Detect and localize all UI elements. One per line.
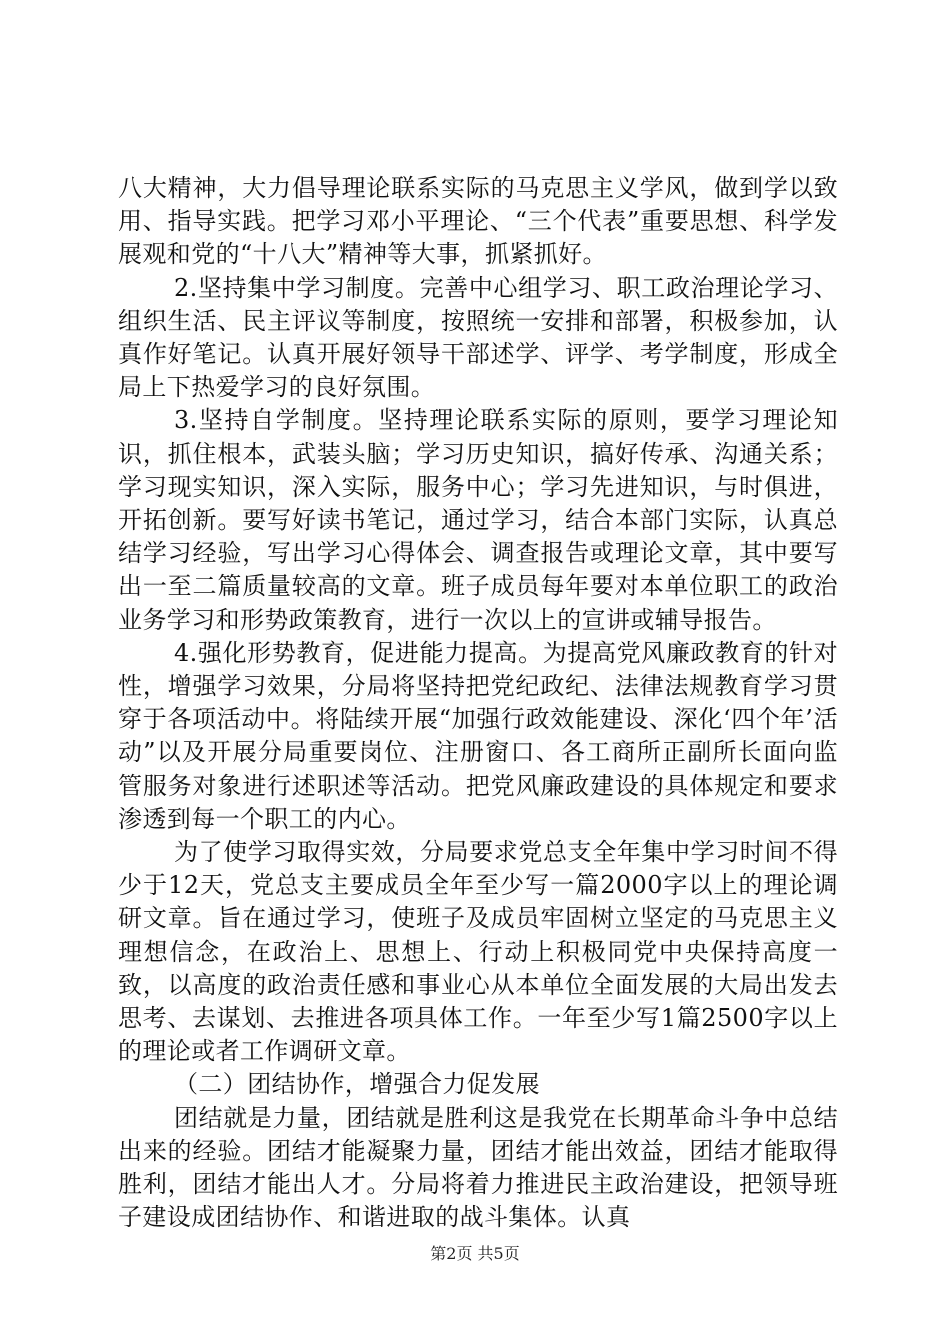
paragraph-item-3: 3.坚持自学制度。坚持理论联系实际的原则，要学习理论知识，抓住根本，武装头脑；学习历史知识，搞好传承、沟通关系；学习现实知识，深入实际，服务中心；学习先进知识，与时俱进，开拓创新。要写好读书笔记，通过学习，结合本部门实际，认真总结学习经验，写出学习心得体会、调查报告或理论文章，其中要写出一至二篇质量较高的文章。班子成员每年要对本单位职工的政治业务学习和形势政策教育，进行一次以上的宣讲或辅导报告。 (118, 406, 838, 634)
section-heading-unity: （二）团结协作，增强合力促发展 (174, 1070, 540, 1099)
paragraph-unity: 团结就是力量，团结就是胜利这是我党在长期革命斗争中总结出来的经验。团结才能凝聚力量，团结才能出效益，团结才能取得胜利，团结才能出人才。分局将着力推进民主政治建设，把领导班子建设成团结协作、和谐进取的战斗集体。认真 (118, 1103, 838, 1232)
paragraph-item-4: 4.强化形势教育，促进能力提高。为提高党风廉政教育的针对性，增强学习效果，分局将坚持把党纪政纪、法律法规教育学习贯穿于各项活动中。将陆续开展“加强行政效能建设、深化‘四个年’活动”以及开展分局重要岗位、注册窗口、各工商所正副所长面向监管服务对象进行述职述等活动。把党风廉政建设的具体规定和要求渗透到每一个职工的内心。 (118, 638, 838, 833)
document-body (118, 172, 838, 1235)
paragraph-continuation: 八大精神，大力倡导理论联系实际的马克思主义学风，做到学以致用、指导实践。把学习邓小平理论、“三个代表”重要思想、科学发展观和党的“十八大”精神等大事，抓紧抓好。 (118, 174, 838, 269)
page-footer: 第2页 共5页 (430, 1244, 520, 1263)
paragraph-study-requirements: 为了使学习取得实效，分局要求党总支全年集中学习时间不得少于12天，党总支主要成员全年至少写一篇2000字以上的理论调研文章。旨在通过学习，使班子及成员牢固树立坚定的马克思主义理想信念，在政治上、思想上、行动上积极同党中央保持高度一致，以高度的政治责任感和事业心从本单位全面发展的大局出发去思考、去谋划、去推进各项具体工作。一年至少写1篇2500字以上的理论或者工作调研文章。 (118, 838, 838, 1066)
paragraph-item-2: 2.坚持集中学习制度。完善中心组学习、职工政治理论学习、组织生活、民主评议等制度，按照统一安排和部署，积极参加，认真作好笔记。认真开展好领导干部述学、评学、考学制度，形成全局上下热爱学习的良好氛围。 (118, 273, 838, 402)
